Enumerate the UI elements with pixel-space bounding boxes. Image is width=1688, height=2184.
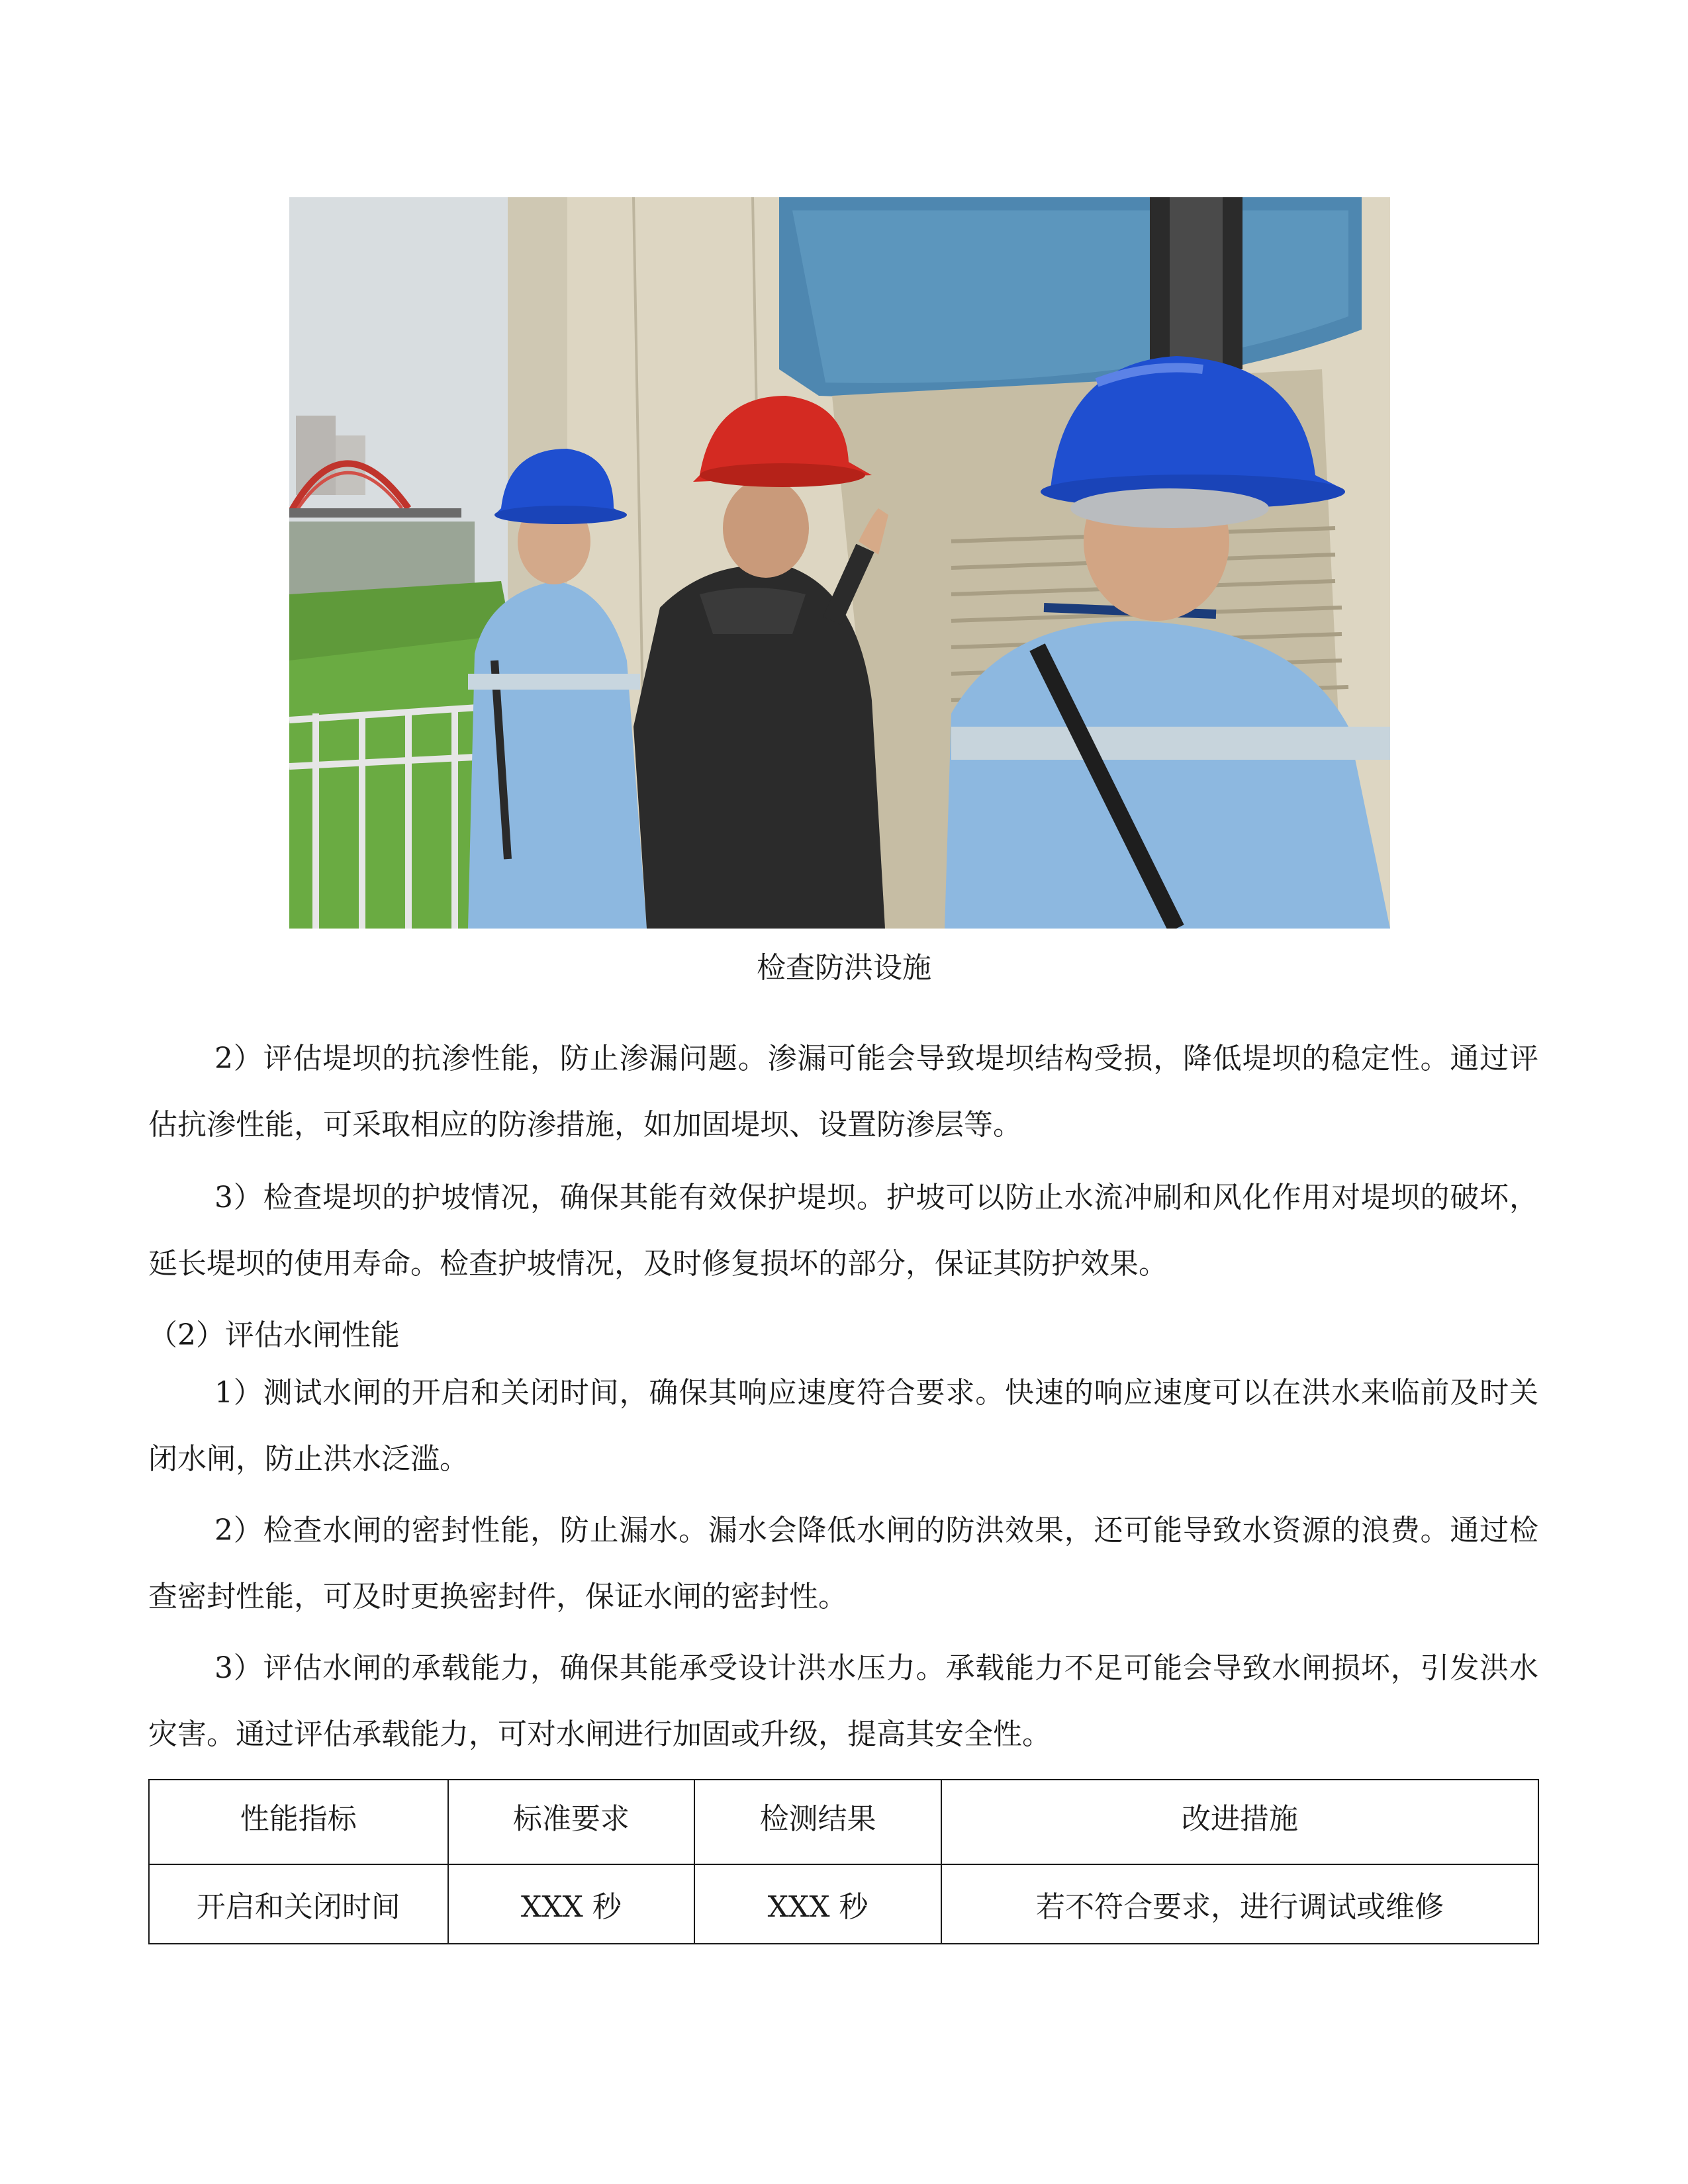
header-improvement: 改进措施 (941, 1780, 1538, 1864)
header-result: 检测结果 (694, 1780, 941, 1864)
inspection-photo (289, 197, 1390, 929)
cell-indicator: 开启和关闭时间 (149, 1864, 448, 1944)
header-standard: 标准要求 (448, 1780, 695, 1864)
table-row (149, 1864, 1538, 1944)
cell-standard: XXX 秒 (448, 1864, 695, 1944)
paragraph-gate-sealing: 2）检查水闸的密封性能，防止漏水。漏水会降低水闸的防洪效果，还可能导致水资源的浪费。通过检查密封性能，可及时更换密封件，保证水闸的密封性。 (148, 1514, 1538, 1614)
table-header-row (149, 1780, 1538, 1864)
cell-result: XXX 秒 (694, 1864, 941, 1944)
figure-caption: 检查防洪设施 (757, 951, 931, 985)
paragraph-gate-timing: 1）测试水闸的开启和关闭时间，确保其响应速度符合要求。快速的响应速度可以在洪水来临前及时关闭水闸，防止洪水泛滥。 (148, 1376, 1538, 1476)
section-heading-gate: （2）评估水闸性能 (148, 1318, 400, 1352)
paragraph-dam-slope: 3）检查堤坝的护坡情况，确保其能有效保护堤坝。护坡可以防止水流冲刷和风化作用对堤坝的破坏，延长堤坝的使用寿命。检查护坡情况，及时修复损坏的部分，保证其防护效果。 (148, 1181, 1538, 1281)
header-indicator: 性能指标 (149, 1780, 448, 1864)
cell-improvement: 若不符合要求，进行调试或维修 (941, 1864, 1538, 1944)
paragraph-gate-capacity: 3）评估水闸的承载能力，确保其能承受设计洪水压力。承载能力不足可能会导致水闸损坏，引发洪水灾害。通过评估承载能力，可对水闸进行加固或升级，提高其安全性。 (148, 1651, 1538, 1751)
performance-table (148, 1779, 1539, 1944)
paragraph-dam-seepage: 2）评估堤坝的抗渗性能，防止渗漏问题。渗漏可能会导致堤坝结构受损，降低堤坝的稳定性。通过评估抗渗性能，可采取相应的防渗措施，如加固堤坝、设置防渗层等。 (148, 1042, 1538, 1142)
